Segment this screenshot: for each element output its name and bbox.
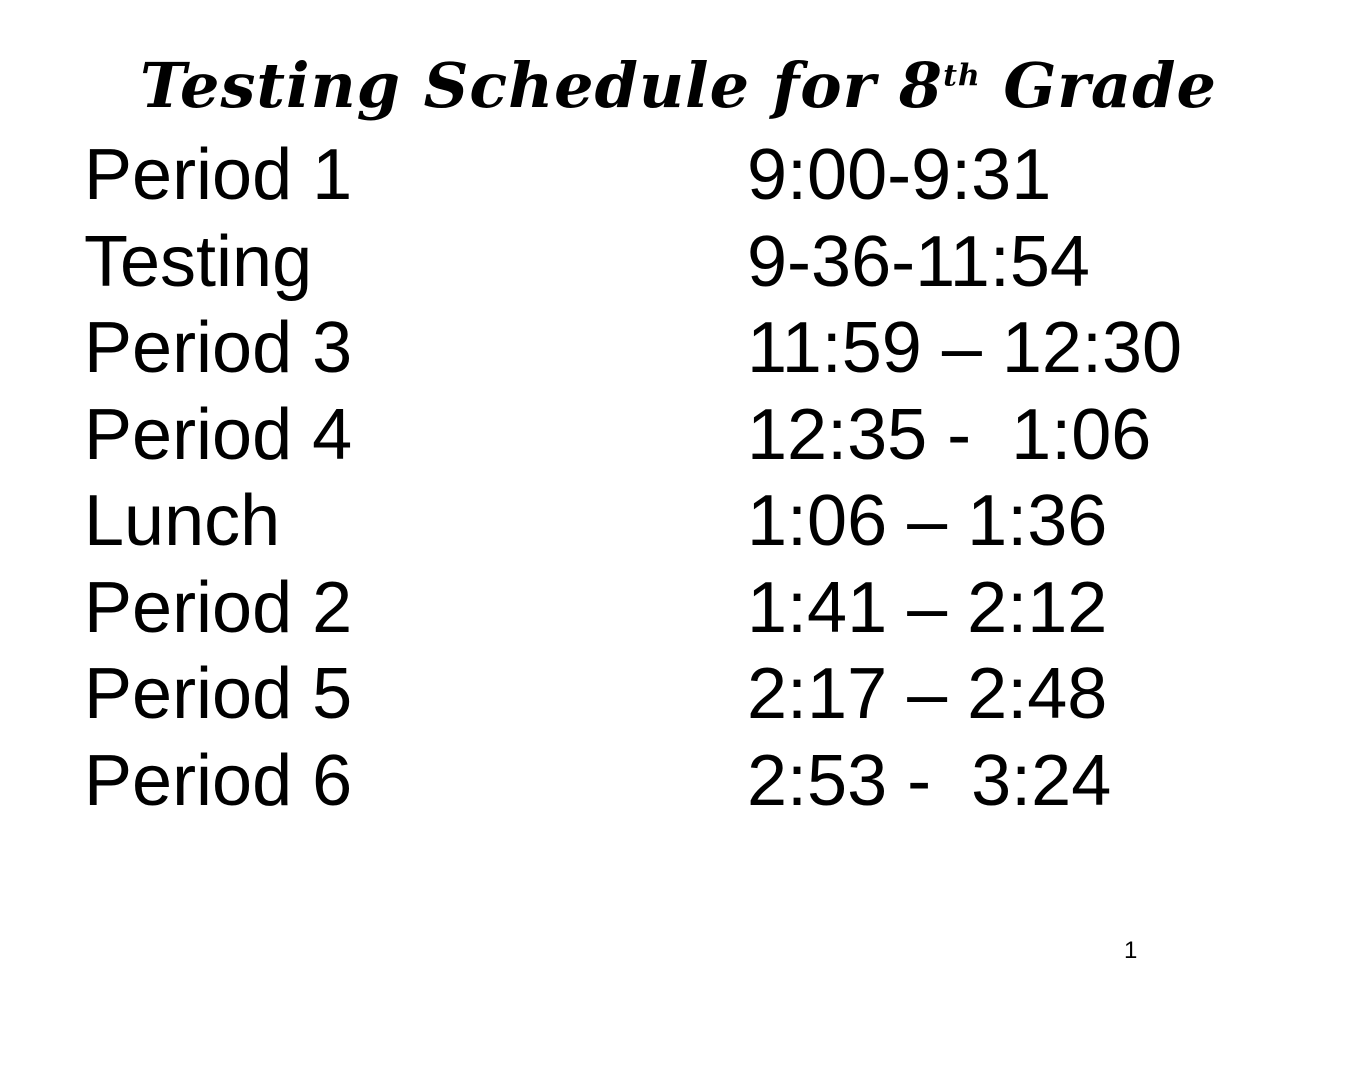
page-number: 1 xyxy=(1124,937,1138,964)
title-superscript: th xyxy=(943,58,981,94)
schedule-row xyxy=(84,738,1284,825)
schedule-time: 9-36-11:54 xyxy=(747,221,1090,302)
schedule-row xyxy=(84,565,1284,652)
schedule-label: Period 5 xyxy=(84,654,353,734)
schedule-row xyxy=(84,132,1284,219)
schedule-row xyxy=(84,478,1284,565)
title-text: Testing Schedule for 8 xyxy=(140,49,944,122)
schedule-time: 11:59 – 12:30 xyxy=(747,308,1183,388)
schedule-label: Lunch xyxy=(84,481,281,561)
schedule-row xyxy=(84,219,1284,306)
schedule-label: Period 3 xyxy=(84,308,353,388)
schedule-time: 9:00-9:31 xyxy=(747,135,1052,215)
schedule-time: 12:35 - 1:06 xyxy=(747,394,1152,475)
schedule-row xyxy=(84,392,1284,479)
schedule-time: 1:06 – 1:36 xyxy=(747,481,1108,561)
schedule-list xyxy=(84,132,1284,824)
page-title xyxy=(140,46,1217,126)
title-suffix: Grade xyxy=(980,49,1217,122)
schedule-time: 2:17 – 2:48 xyxy=(747,654,1108,734)
schedule-label: Testing xyxy=(84,221,313,302)
schedule-label: Period 1 xyxy=(84,135,353,215)
schedule-label: Period 4 xyxy=(84,394,353,475)
schedule-time: 1:41 – 2:12 xyxy=(747,567,1108,648)
schedule-label: Period 6 xyxy=(84,740,353,821)
schedule-row xyxy=(84,651,1284,738)
schedule-label: Period 2 xyxy=(84,567,353,648)
schedule-row xyxy=(84,305,1284,392)
schedule-time: 2:53 - 3:24 xyxy=(747,740,1112,821)
